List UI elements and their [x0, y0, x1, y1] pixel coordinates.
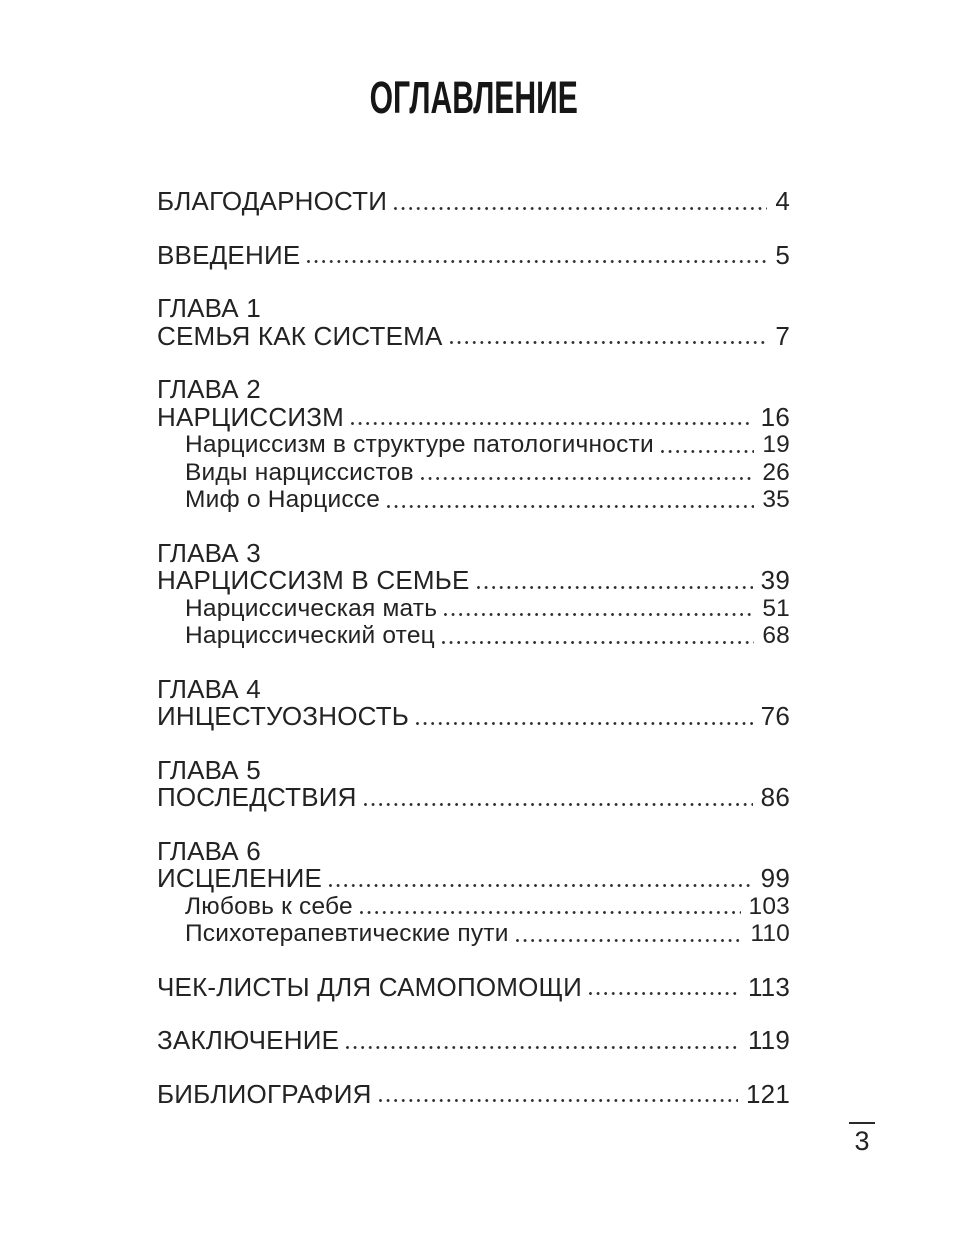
- toc-entry-label: Нарциссический отец: [185, 622, 435, 649]
- folio-number: 3: [849, 1122, 874, 1157]
- dot-leader: [589, 992, 740, 995]
- toc-entry-label: ГЛАВА 6: [157, 835, 261, 866]
- toc-entry: [157, 1078, 790, 1109]
- chapter-heading: [157, 754, 790, 785]
- dot-leader: [661, 450, 755, 453]
- toc-entry: [157, 239, 790, 270]
- page-number: 4: [775, 186, 790, 216]
- toc-entry-label: ИНЦЕСТУОЗНОСТЬ: [157, 701, 410, 731]
- toc-entry-label: ГЛАВА 2: [157, 374, 261, 404]
- toc-entry: [157, 188, 790, 216]
- page-number: 99: [760, 863, 790, 893]
- toc-entry: [157, 567, 790, 595]
- toc-entry-label: ПОСЛЕДСТВИЯ: [157, 782, 357, 812]
- page-number: 16: [760, 401, 790, 432]
- toc-entry: [157, 703, 790, 731]
- toc-entry-label: ГЛАВА 4: [157, 673, 261, 704]
- toc-entry-label: ИСЦЕЛЕНИЕ: [157, 863, 323, 893]
- dot-leader: [421, 477, 755, 480]
- toc-entry: [157, 320, 790, 351]
- dot-leader: [450, 341, 768, 344]
- toc-entry: [157, 920, 790, 948]
- folio: [836, 1122, 888, 1157]
- toc-entry-label: ЗАКЛЮЧЕНИЕ: [157, 1025, 340, 1055]
- toc-entry-label: Нарциссическая мать: [185, 594, 438, 622]
- toc-entry-label: НАРЦИССИЗМ: [157, 401, 344, 432]
- page-title-wrap: [157, 72, 790, 124]
- toc-entry: [157, 459, 790, 487]
- toc-entry: [157, 1027, 790, 1055]
- toc-entry-label: Виды нарциссистов: [185, 458, 414, 486]
- dot-leader: [351, 422, 753, 425]
- chapter-heading: [157, 537, 790, 568]
- toc-entry-label: ГЛАВА 1: [157, 293, 261, 323]
- toc-block: [157, 754, 790, 812]
- dot-leader: [329, 884, 753, 887]
- chapter-heading: [157, 835, 790, 866]
- page-number: 68: [762, 622, 790, 649]
- page-number: 5: [775, 239, 790, 270]
- toc-entry-label: ГЛАВА 3: [157, 537, 261, 568]
- dot-leader: [477, 586, 753, 589]
- page-number: 113: [747, 971, 790, 1002]
- dot-leader: [307, 260, 767, 263]
- toc-block: [157, 188, 790, 216]
- toc-entry-label: НАРЦИССИЗМ В СЕМЬЕ: [157, 565, 470, 595]
- toc-block: [157, 376, 790, 514]
- dot-leader: [416, 722, 753, 725]
- dot-leader: [360, 911, 741, 914]
- toc-entry-label: БЛАГОДАРНОСТИ: [157, 186, 388, 216]
- toc-entry: [157, 971, 790, 1002]
- toc-entry: [157, 486, 790, 514]
- toc-entry: [157, 431, 790, 459]
- toc-entry-label: Любовь к себе: [185, 892, 353, 920]
- page-number: 7: [775, 320, 790, 351]
- toc-entry-label: БИБЛИОГРАФИЯ: [157, 1078, 372, 1109]
- toc-block: [157, 239, 790, 270]
- toc-block: [157, 1027, 790, 1055]
- toc-entry-label: ЧЕК-ЛИСТЫ ДЛЯ САМОПОМОЩИ: [157, 971, 583, 1002]
- dot-leader: [394, 207, 767, 210]
- toc-block: [157, 971, 790, 1002]
- toc-entry-label: ГЛАВА 5: [157, 754, 261, 785]
- page-number: 86: [760, 782, 790, 812]
- toc-entry: [157, 784, 790, 812]
- table-of-contents: [157, 188, 790, 1134]
- chapter-heading: [157, 673, 790, 704]
- page-title: ОГЛАВЛЕНИЕ: [369, 72, 578, 124]
- dot-leader: [364, 803, 753, 806]
- toc-entry-label: СЕМЬЯ КАК СИСТЕМА: [157, 320, 443, 351]
- toc-block: [157, 835, 790, 948]
- page-number: 35: [762, 486, 790, 513]
- page-number: 39: [760, 565, 790, 595]
- toc-entry: [157, 865, 790, 893]
- toc-block: [157, 673, 790, 731]
- toc-block: [157, 295, 790, 350]
- dot-leader: [379, 1099, 738, 1102]
- toc-entry: [157, 622, 790, 650]
- toc-entry: [157, 595, 790, 623]
- page-number: 119: [747, 1025, 790, 1055]
- toc-block: [157, 537, 790, 650]
- toc-entry-label: Нарциссизм в структуре патологичности: [185, 431, 654, 458]
- page-number: 121: [746, 1078, 790, 1109]
- dot-leader: [442, 641, 754, 644]
- page-number: 51: [762, 594, 790, 622]
- dot-leader: [444, 613, 754, 616]
- toc-entry-label: ВВЕДЕНИЕ: [157, 239, 301, 270]
- dot-leader: [516, 939, 743, 942]
- chapter-heading: [157, 295, 790, 323]
- toc-entry: [157, 401, 790, 432]
- chapter-heading: [157, 376, 790, 404]
- toc-block: [157, 1078, 790, 1109]
- dot-leader: [387, 505, 754, 508]
- page-number: 103: [748, 892, 790, 920]
- page-number: 19: [762, 431, 790, 458]
- toc-entry-label: Миф о Нарциссе: [185, 486, 381, 513]
- page-number: 76: [760, 701, 790, 731]
- dot-leader: [346, 1046, 740, 1049]
- page-number: 110: [750, 920, 790, 947]
- toc-entry: [157, 893, 790, 921]
- toc-entry-label: Психотерапевтические пути: [185, 920, 509, 947]
- page-number: 26: [762, 458, 790, 486]
